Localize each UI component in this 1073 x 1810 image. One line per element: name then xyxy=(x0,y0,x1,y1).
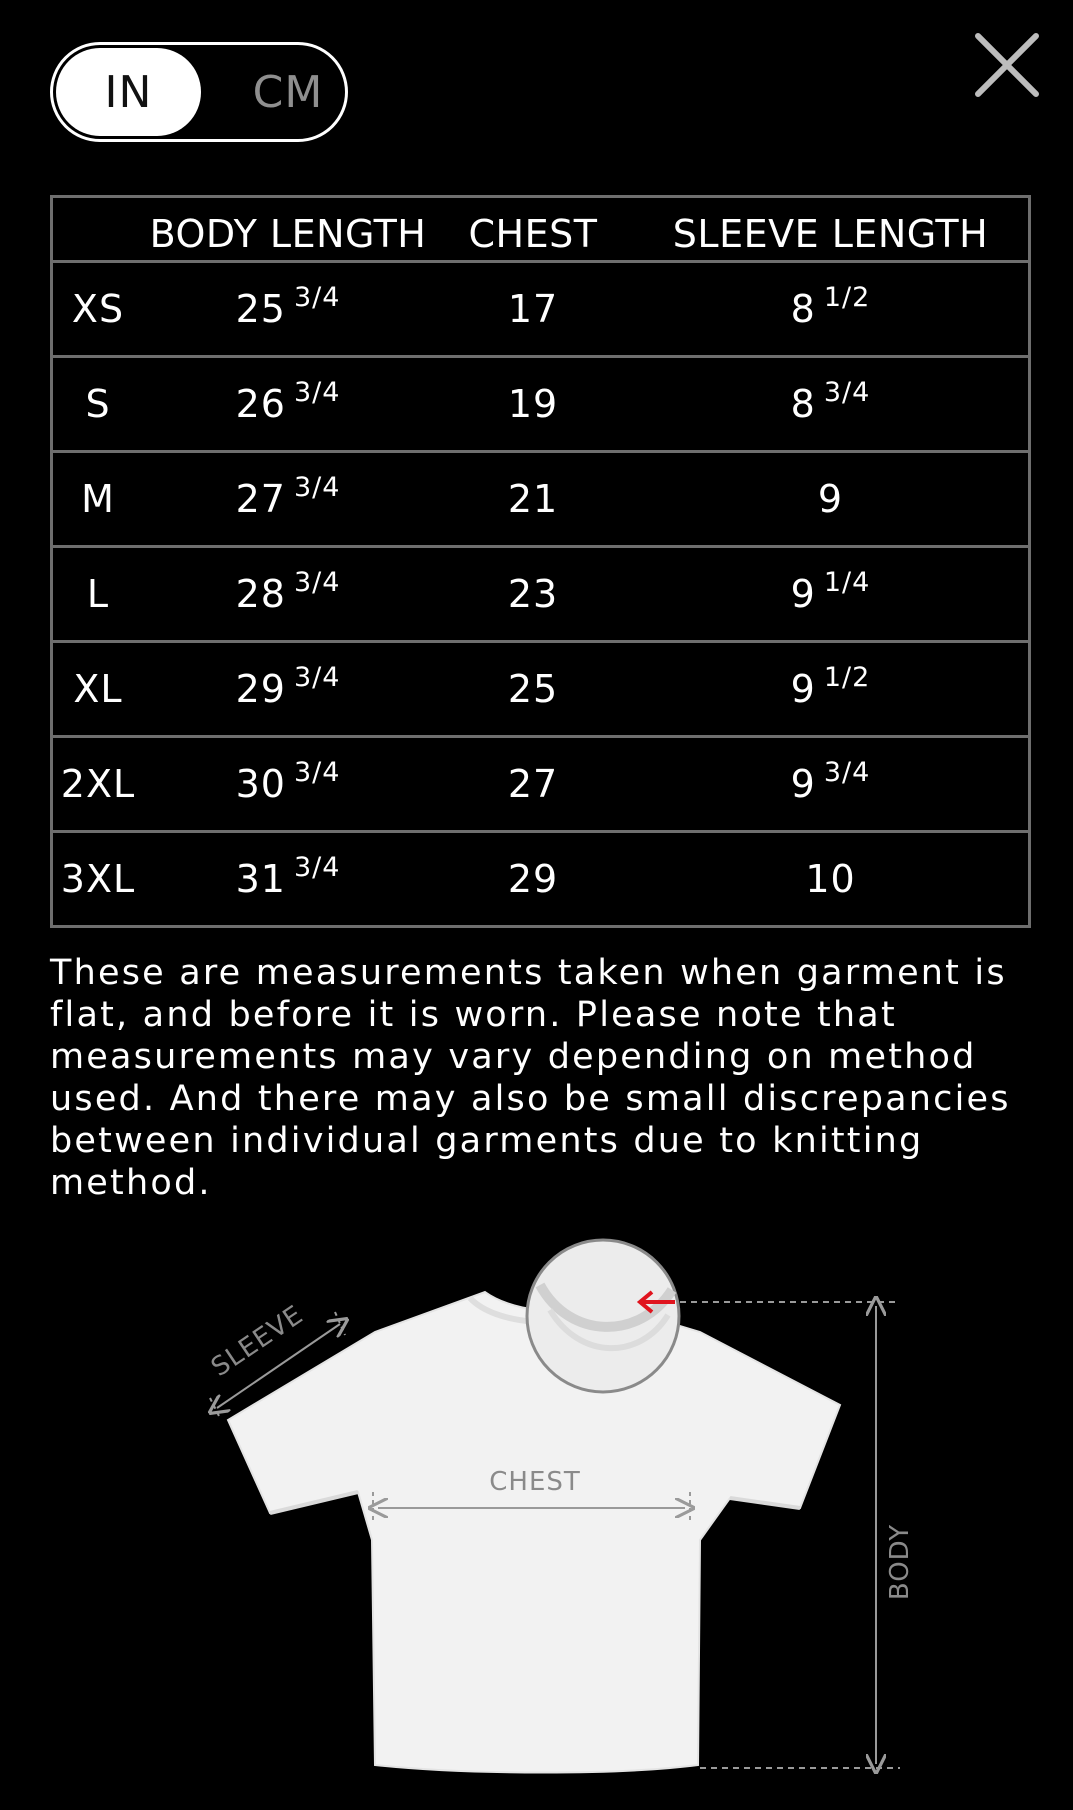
body-length-cell-value: 27 xyxy=(235,477,286,521)
sleeve-label: SLEEVE xyxy=(206,1299,310,1383)
chest-cell xyxy=(433,832,633,927)
sleeve-length-cell-value: 10 xyxy=(805,857,856,901)
sleeve-length-cell-fraction: 1/2 xyxy=(823,282,871,313)
size-cell xyxy=(52,262,144,357)
body-length-cell xyxy=(143,452,433,547)
sleeve-length-cell xyxy=(633,832,1030,927)
body-length-cell-fraction: 3/4 xyxy=(293,567,341,598)
unit-toggle[interactable] xyxy=(50,42,348,142)
body-length-cell xyxy=(143,832,433,927)
body-length-cell xyxy=(143,547,433,642)
table-row xyxy=(52,452,1030,547)
body-length-cell-value: 30 xyxy=(235,762,286,806)
body-length-cell xyxy=(143,262,433,357)
size-cell xyxy=(52,357,144,452)
body-label: BODY xyxy=(885,1523,915,1601)
chest-cell xyxy=(433,262,633,357)
chest-cell-value: 19 xyxy=(507,382,559,426)
size-cell xyxy=(52,832,144,927)
size-cell xyxy=(52,642,144,737)
chest-label: CHEST xyxy=(489,1467,581,1497)
header-sleeve-length: SLEEVE LENGTH xyxy=(633,197,1030,262)
header-body-length: BODY LENGTH xyxy=(143,197,433,262)
tshirt-measurement-diagram xyxy=(0,1230,1073,1810)
sleeve-length-cell xyxy=(633,452,1030,547)
sleeve-length-cell-fraction: 1/2 xyxy=(823,662,871,693)
sleeve-length-cell-value: 9 xyxy=(790,572,816,616)
sleeve-length-cell-fraction: 3/4 xyxy=(823,377,871,408)
close-icon xyxy=(972,30,1042,100)
body-length-cell-fraction: 3/4 xyxy=(293,377,341,408)
unit-option-cm[interactable]: CM xyxy=(252,66,324,118)
sleeve-length-cell-fraction: 3/4 xyxy=(823,757,871,788)
header-chest: CHEST xyxy=(433,197,633,262)
chest-cell-value: 23 xyxy=(507,572,559,616)
size-cell-value: 2XL xyxy=(60,762,136,806)
chest-cell-value: 17 xyxy=(507,287,559,331)
sleeve-length-cell-value: 9 xyxy=(790,667,816,711)
body-length-cell-value: 31 xyxy=(235,857,286,901)
chest-cell-value: 27 xyxy=(507,762,559,806)
size-cell-value: S xyxy=(85,382,111,426)
size-chart-table xyxy=(50,195,1031,928)
table-row xyxy=(52,832,1030,927)
chest-cell-value: 29 xyxy=(507,857,559,901)
size-cell-value: L xyxy=(86,572,110,616)
sleeve-length-cell xyxy=(633,642,1030,737)
measurement-note: These are measurements taken when garment is flat, and before it is worn. Please note that measurements may vary depending on method used. And there may also be small discrepancies between individual garments due to knitting method. xyxy=(50,953,1011,1203)
table-row xyxy=(52,357,1030,452)
tshirt-shape xyxy=(228,1292,840,1773)
table-row xyxy=(52,737,1030,832)
sleeve-length-cell-value: 9 xyxy=(790,762,816,806)
sleeve-length-cell-value: 9 xyxy=(817,477,844,521)
body-length-cell-fraction: 3/4 xyxy=(293,472,341,503)
body-length-cell-fraction: 3/4 xyxy=(293,852,341,883)
chest-cell xyxy=(433,642,633,737)
sleeve-length-cell xyxy=(633,262,1030,357)
chest-cell xyxy=(433,547,633,642)
chest-cell xyxy=(433,737,633,832)
body-length-cell xyxy=(143,642,433,737)
chest-cell-value: 21 xyxy=(507,477,559,521)
body-length-cell xyxy=(143,737,433,832)
sleeve-length-cell xyxy=(633,737,1030,832)
body-length-cell-fraction: 3/4 xyxy=(293,662,341,693)
size-cell xyxy=(52,452,144,547)
body-length-cell-fraction: 3/4 xyxy=(293,282,341,313)
size-cell-value: XS xyxy=(71,287,125,331)
table-row xyxy=(52,642,1030,737)
sleeve-length-cell-fraction: 1/4 xyxy=(823,567,871,598)
size-cell-value: XL xyxy=(73,667,123,711)
chest-cell xyxy=(433,357,633,452)
chest-cell xyxy=(433,452,633,547)
size-cell xyxy=(52,547,144,642)
table-row xyxy=(52,547,1030,642)
size-cell xyxy=(52,737,144,832)
body-length-cell xyxy=(143,357,433,452)
header-size xyxy=(52,197,144,262)
size-cell-value: 3XL xyxy=(60,857,136,901)
body-length-cell-value: 29 xyxy=(235,667,286,711)
chest-cell-value: 25 xyxy=(507,667,559,711)
collar-zoom-circle xyxy=(527,1240,679,1392)
close-button[interactable] xyxy=(972,30,1042,100)
sleeve-length-cell-value: 8 xyxy=(790,287,816,331)
body-length-cell-value: 26 xyxy=(235,382,286,426)
unit-option-in[interactable]: IN xyxy=(56,48,201,136)
sleeve-length-cell xyxy=(633,357,1030,452)
sleeve-length-cell-value: 8 xyxy=(790,382,816,426)
sleeve-length-cell xyxy=(633,547,1030,642)
table-body xyxy=(52,262,1030,927)
body-length-cell-fraction: 3/4 xyxy=(293,757,341,788)
table-row xyxy=(52,262,1030,357)
body-length-cell-value: 28 xyxy=(235,572,286,616)
size-cell-value: M xyxy=(81,477,115,521)
body-length-cell-value: 25 xyxy=(235,287,286,331)
table-header-row xyxy=(52,197,1030,262)
